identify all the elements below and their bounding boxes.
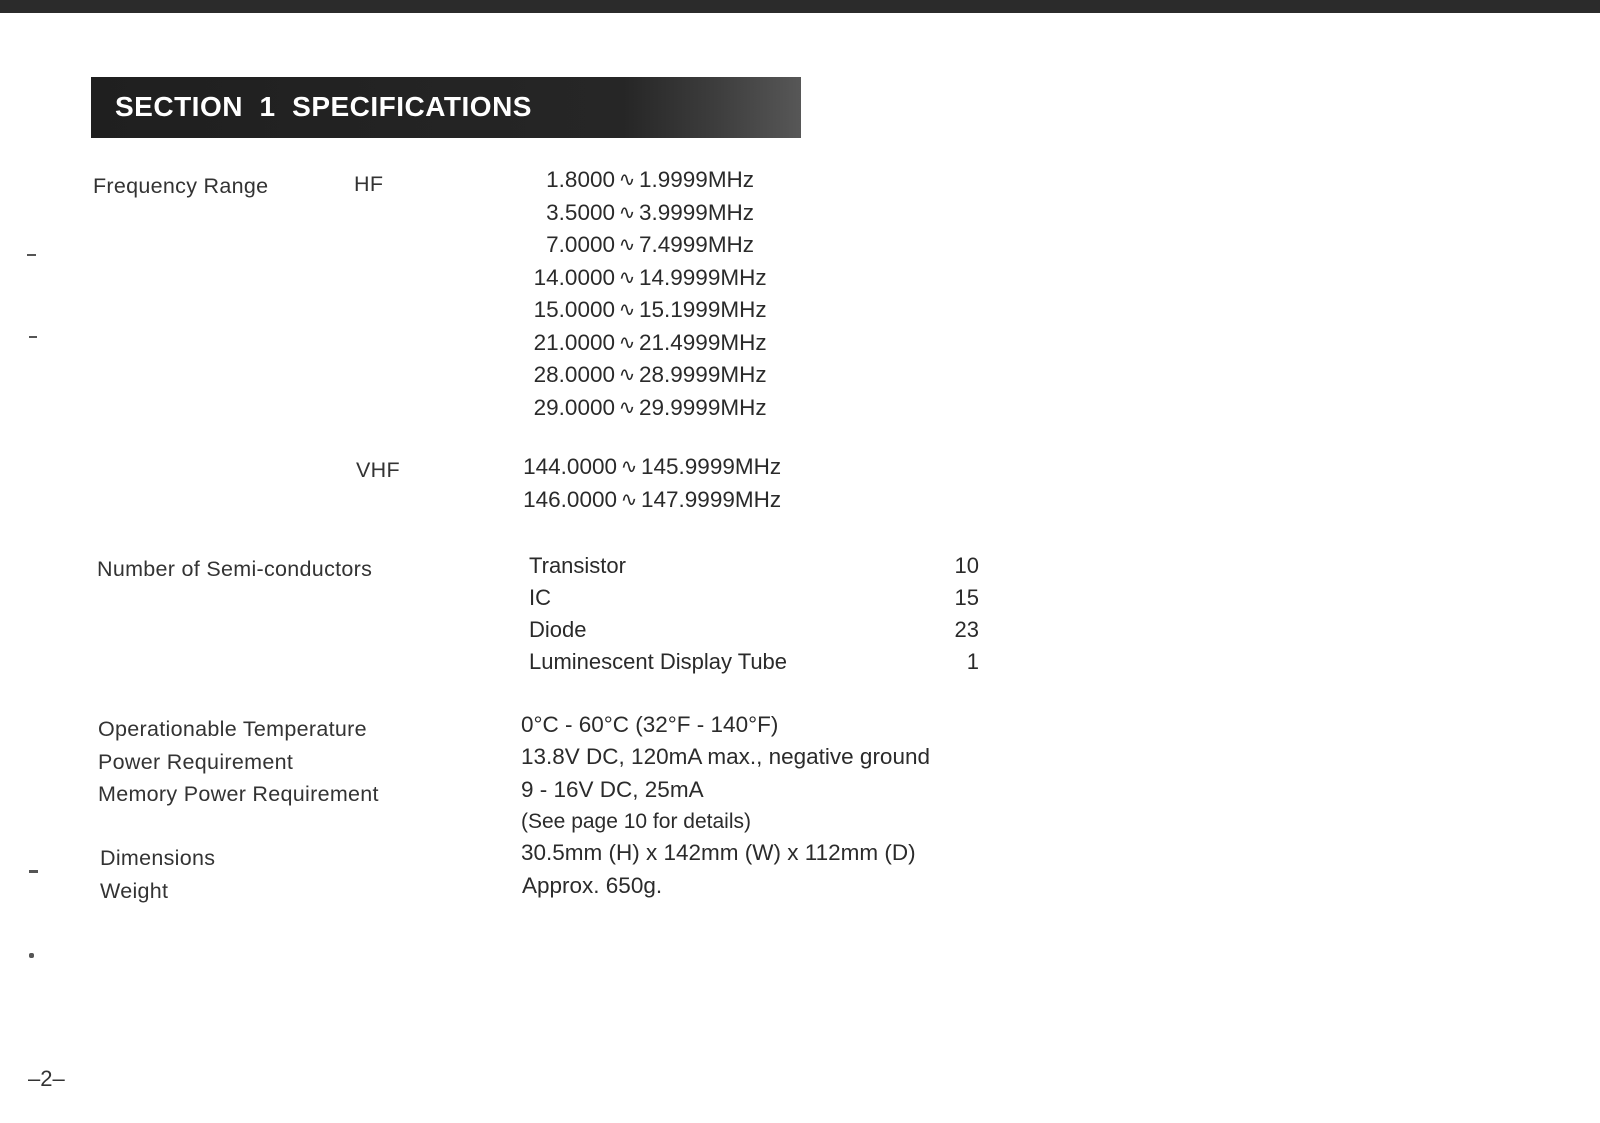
frequency-start: 146.0000: [523, 486, 617, 512]
frequency-end: 14.9999MHz: [639, 264, 767, 290]
semiconductors-label: Number of Semi-conductors: [97, 557, 373, 581]
semiconductor-name: Luminescent Display Tube: [529, 649, 788, 674]
tilde-symbol: ∿: [618, 331, 636, 354]
weight-label: Weight: [100, 879, 169, 903]
memory-power-note: (See page 10 for details): [521, 810, 751, 833]
frequency-start: 14.0000: [533, 264, 615, 290]
frequency-range-row: [505, 327, 805, 360]
frequency-end: 145.9999MHz: [641, 454, 782, 479]
tilde-symbol: ∿: [618, 169, 636, 191]
memory-power-label: Memory Power Requirement: [98, 782, 379, 806]
semiconductor-count: 1: [966, 649, 979, 674]
frequency-end: 1.9999MHz: [639, 167, 755, 192]
scan-mark: [27, 254, 36, 256]
power-label: Power Requirement: [98, 750, 294, 774]
tilde-symbol: ∿: [620, 456, 638, 478]
frequency-end: 147.9999MHz: [641, 486, 782, 512]
scan-mark: [29, 336, 37, 338]
frequency-end: 28.9999MHz: [639, 362, 767, 387]
frequency-range-row: [495, 451, 815, 484]
frequency-range-row: [495, 484, 815, 517]
semiconductor-row: [529, 550, 979, 582]
frequency-range-row: [505, 164, 805, 197]
vhf-label: VHF: [356, 458, 400, 482]
tilde-symbol: ∿: [618, 201, 636, 224]
weight-value: Approx. 650g.: [522, 873, 663, 898]
frequency-end: 15.1999MHz: [639, 297, 767, 322]
frequency-start: 1.8000: [546, 167, 615, 192]
semiconductor-count: 23: [954, 617, 979, 642]
frequency-end: 29.9999MHz: [639, 394, 767, 420]
frequency-range-row: [505, 392, 805, 425]
frequency-range-row: [505, 229, 805, 262]
dimensions-value: 30.5mm (H) x 142mm (W) x 112mm (D): [521, 840, 916, 865]
frequency-start: 7.0000: [546, 232, 615, 257]
hf-frequency-list: [505, 164, 805, 424]
frequency-end: 7.4999MHz: [639, 232, 755, 257]
section-title: SECTION 1 SPECIFICATIONS: [115, 91, 532, 122]
memory-power-value: 9 - 16V DC, 25mA: [521, 777, 704, 802]
tilde-symbol: ∿: [620, 488, 638, 511]
hf-label: HF: [354, 172, 384, 196]
semiconductor-name: Diode: [529, 617, 587, 642]
temperature-value: 0°C - 60°C (32°F - 140°F): [521, 712, 779, 737]
semiconductor-count: 10: [954, 553, 979, 578]
tilde-symbol: ∿: [618, 234, 636, 256]
tilde-symbol: ∿: [618, 266, 636, 289]
scan-mark: [29, 953, 34, 958]
frequency-range-label: Frequency Range: [93, 174, 269, 198]
frequency-start: 3.5000: [546, 199, 615, 225]
tilde-symbol: ∿: [618, 299, 636, 321]
top-border: [0, 0, 1600, 13]
tilde-symbol: ∿: [618, 396, 636, 419]
dimensions-label: Dimensions: [100, 846, 216, 870]
semiconductor-row: [529, 582, 979, 614]
frequency-start: 15.0000: [533, 297, 615, 322]
frequency-range-row: [505, 262, 805, 295]
semiconductor-name: Transistor: [529, 553, 626, 578]
frequency-start: 144.0000: [523, 454, 617, 479]
frequency-start: 21.0000: [533, 329, 615, 355]
power-value: 13.8V DC, 120mA max., negative ground: [521, 744, 930, 769]
vhf-frequency-list: [495, 451, 815, 516]
semiconductor-name: IC: [529, 585, 551, 610]
frequency-end: 21.4999MHz: [639, 329, 767, 355]
semiconductor-count: 15: [954, 585, 979, 610]
frequency-range-row: [505, 197, 805, 230]
frequency-start: 29.0000: [533, 394, 615, 420]
page-number: –2–: [28, 1066, 65, 1091]
frequency-end: 3.9999MHz: [639, 199, 755, 225]
semiconductor-row: [529, 614, 979, 646]
temperature-label: Operationable Temperature: [98, 717, 367, 741]
frequency-start: 28.0000: [533, 362, 615, 387]
frequency-range-row: [505, 294, 805, 327]
section-header: [91, 77, 801, 138]
semiconductor-row: [529, 646, 979, 678]
frequency-range-row: [505, 359, 805, 392]
tilde-symbol: ∿: [618, 364, 636, 386]
scan-mark: [29, 870, 38, 873]
